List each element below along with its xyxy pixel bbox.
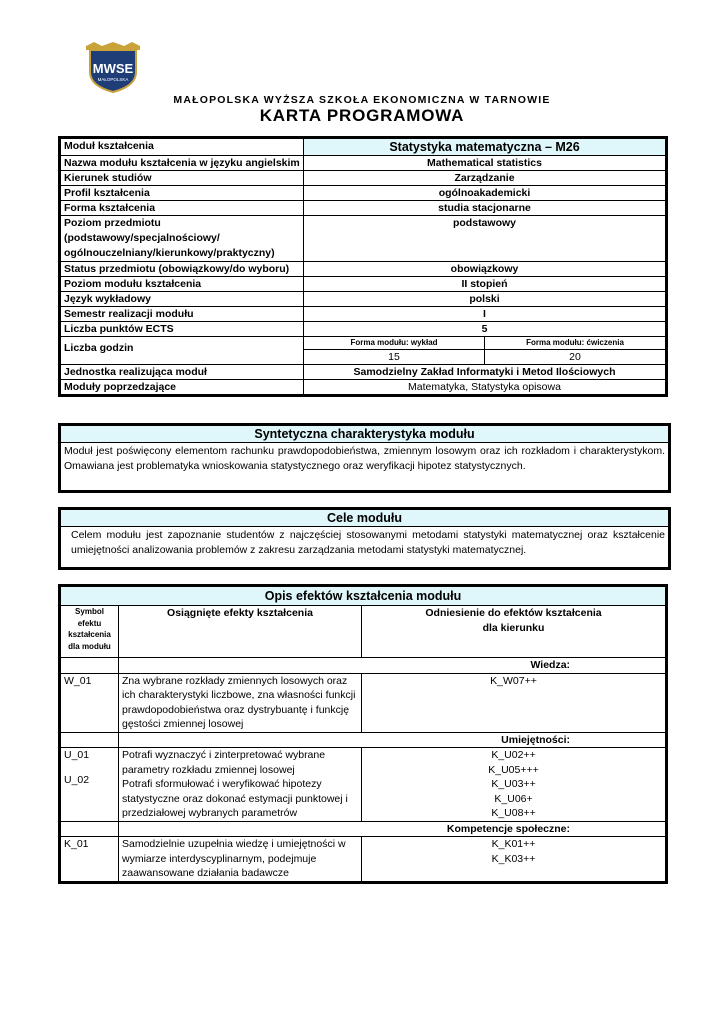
form-exercise-label: Forma modułu: ćwiczenia <box>485 337 666 350</box>
col-reference-header <box>362 606 667 658</box>
outcome-references <box>362 748 667 822</box>
header-line: dla kierunku <box>482 621 545 634</box>
table-row <box>60 365 667 380</box>
outcome-symbol: U_02 <box>64 773 90 786</box>
section-title: Opis efektów kształcenia modułu <box>60 586 667 606</box>
table-row <box>60 201 667 216</box>
learning-outcomes-table <box>58 584 668 884</box>
outcome-reference: K_W07++ <box>362 673 667 732</box>
col-outcomes-header: Osiągnięte efekty kształcenia <box>119 606 362 658</box>
table-row <box>60 156 667 171</box>
module-name: Statystyka matematyczna – M26 <box>304 138 667 156</box>
row-label: Moduł kształcenia <box>60 138 304 156</box>
row-label: Język wykładowy <box>60 292 304 307</box>
row-value: II stopień <box>304 277 667 292</box>
row-value: Samodzielny Zakład Informatyki i Metod Ilościowych <box>304 365 667 380</box>
table-row <box>60 673 667 732</box>
table-row <box>60 171 667 186</box>
header-line: kształcenia <box>68 630 111 639</box>
table-row <box>60 216 667 262</box>
module-goals-section <box>58 507 671 570</box>
outcome-text: Potrafi sformułować i weryfikować hipotezy statystyczne oraz dokonać estymacji punktowej i przedziałowej wybranych parametrów <box>122 778 348 819</box>
outcome-reference: K_U06+ <box>494 792 533 805</box>
row-label: Profil kształcenia <box>60 186 304 201</box>
row-value: I <box>304 307 667 322</box>
outcome-reference: K_K01++ <box>491 838 536 850</box>
outcome-text: Potrafi wyznaczyć i zinterpretować wybrane parametry rozkładu zmiennej losowej <box>122 749 326 776</box>
outcome-symbol: W_01 <box>60 673 119 732</box>
row-value: obowiązkowy <box>304 262 667 277</box>
row-label: Nazwa modułu kształcenia w języku angielskim <box>60 156 304 171</box>
table-row <box>60 292 667 307</box>
row-label: Liczba punktów ECTS <box>60 322 304 337</box>
lecture-hours: 15 <box>304 350 485 365</box>
category-row <box>60 821 667 837</box>
row-label: Forma kształcenia <box>60 201 304 216</box>
exercise-hours: 20 <box>485 350 666 365</box>
table-row <box>60 138 667 156</box>
synthetic-characteristics-section <box>58 423 671 493</box>
header-line: efektu <box>77 618 102 628</box>
row-label-line: ogólnouczelniany/kierunkowy/praktyczny) <box>64 247 275 259</box>
section-text: Celem modułu jest zapoznanie studentów z najczęściej stosowanymi metodami statystyki matematycznej oraz kształcenie umiejętności analizowania problemów z zakresu zarządzania metodami statystyki matematycznej. <box>71 529 665 556</box>
outcome-text: Zna wybrane rozkłady zmiennych losowych oraz ich charakterystyki liczbowe, zna własności funkcji prawdopodobieństwa oraz dystrybuantę i funkcję gęstości zmiennej losowej <box>119 673 362 732</box>
row-label: Status przedmiotu (obowiązkowy/do wyboru) <box>60 262 304 277</box>
table-row <box>60 322 667 337</box>
outcome-reference: K_U08++ <box>491 807 536 819</box>
header-line: dla modułu <box>68 641 111 651</box>
table-header-row <box>60 606 667 658</box>
module-info-table <box>58 136 668 397</box>
row-value: polski <box>304 292 667 307</box>
row-value: studia stacjonarne <box>304 201 667 216</box>
header-line: Symbol <box>75 607 104 616</box>
school-name: MAŁOPOLSKA WYŻSZA SZKOŁA EKONOMICZNA W TARNOWIE <box>173 94 551 106</box>
outcome-reference: K_U02++ <box>491 749 536 761</box>
row-label <box>60 216 304 262</box>
table-row <box>60 837 667 883</box>
row-label: Poziom modułu kształcenia <box>60 277 304 292</box>
row-label-line: (podstawowy/specjalnościowy/ <box>64 232 220 244</box>
outcome-symbol: U_01 <box>64 749 90 761</box>
form-lecture-label: Forma modułu: wykład <box>304 337 485 350</box>
section-title: Cele modułu <box>61 510 668 527</box>
row-value: ogólnoakademicki <box>304 186 667 201</box>
col-symbol-header <box>60 606 119 658</box>
row-value: Matematyka, Statystyka opisowa <box>304 380 667 396</box>
category-social-competences: Kompetencje społeczne: <box>119 821 667 837</box>
row-label: Liczba godzin <box>60 337 304 365</box>
outcome-references <box>362 837 667 883</box>
category-row <box>60 732 667 748</box>
header-line: Odniesienie do efektów kształcenia <box>425 607 602 619</box>
row-value: Mathematical statistics <box>304 156 667 171</box>
section-text: Moduł jest poświęcony elementom rachunku prawdopodobieństwa, zmiennym losowym oraz ich rozkładom i charakterystykom. Omawiana jest problematyka wnioskowania statystycznego oraz weryfikacji hipotez statystycznych. <box>64 445 665 472</box>
category-row <box>60 658 667 674</box>
row-label: Jednostka realizująca moduł <box>60 365 304 380</box>
row-label: Kierunek studiów <box>60 171 304 186</box>
outcome-symbols <box>60 748 119 822</box>
table-row <box>60 262 667 277</box>
table-row <box>60 337 667 365</box>
row-label: Semestr realizacji modułu <box>60 307 304 322</box>
hours-cell <box>304 337 667 365</box>
category-skills: Umiejętności: <box>119 732 667 748</box>
table-row <box>60 380 667 396</box>
hours-table <box>304 337 665 364</box>
outcome-reference: K_K03++ <box>491 852 536 865</box>
table-row <box>60 748 667 822</box>
category-knowledge: Wiedza: <box>119 658 667 674</box>
table-row <box>60 307 667 322</box>
logo-text: MWSE <box>92 61 134 76</box>
row-value: podstawowy <box>304 216 667 262</box>
document-title: KARTA PROGRAMOWA <box>259 106 465 125</box>
row-label: Moduły poprzedzające <box>60 380 304 396</box>
outcome-texts <box>119 748 362 822</box>
table-row <box>60 277 667 292</box>
row-label-line: Poziom przedmiotu <box>64 217 161 229</box>
school-logo <box>84 42 142 94</box>
section-title: Syntetyczna charakterystyka modułu <box>61 426 668 443</box>
outcome-reference: K_U05+++ <box>488 763 539 776</box>
outcome-text: Samodzielnie uzupełnia wiedzę i umiejętności w wymiarze interdyscyplinarnym, podejmuje zaawansowane działania badawcze <box>119 837 362 883</box>
row-value: 5 <box>304 322 667 337</box>
row-value: Zarządzanie <box>304 171 667 186</box>
outcome-reference: K_U03++ <box>491 778 536 790</box>
table-row <box>60 186 667 201</box>
logo-subtext: MAŁOPOLSKA <box>97 77 129 82</box>
outcome-symbol: K_01 <box>60 837 119 883</box>
